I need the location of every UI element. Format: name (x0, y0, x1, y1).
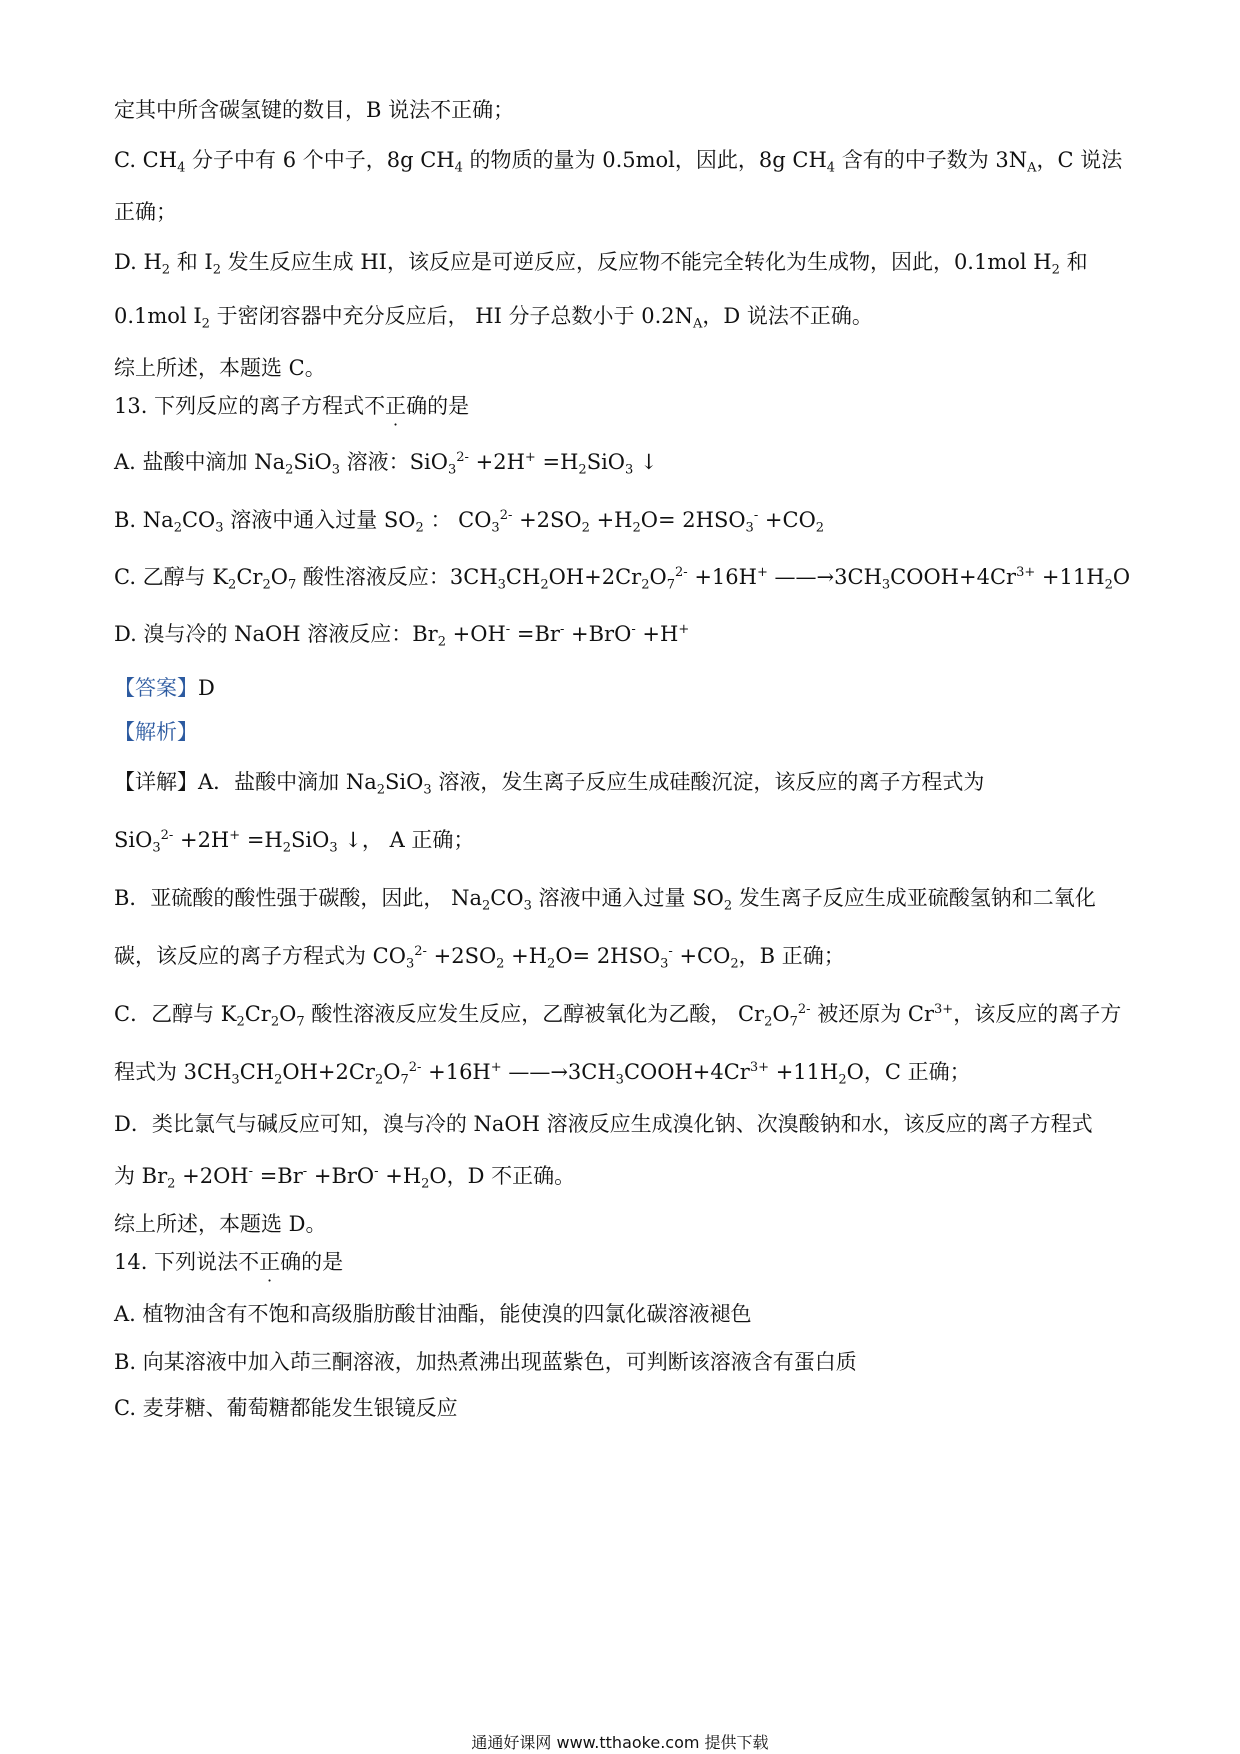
answer-value: D (198, 676, 215, 700)
detail-line: 程式为 $3CH_3CH_2OH+2Cr_2O_7^{2-} +16H^+$ $——\to 3CH_3COOH+4Cr^{3+} +11H_2O$，C 正确； (114, 1060, 971, 1088)
emphasis-text: 不正确 (238, 1250, 302, 1274)
detail-line: D．类比氯气与碱反应可知，溴与冷的 NaOH 溶液反应生成溴化钠、次溴酸钠和水，该反应的离子方程式 (114, 1112, 1093, 1136)
text-line: 定其中所含碳氢键的数目，B 说法不正确； (114, 98, 515, 122)
question-14-title: 14. 下列说法不正确的是 (114, 1250, 344, 1274)
option-c: C. 乙醇与 $K_2Cr_2O_7$ 酸性溶液反应：$3CH_3CH_2OH+2Cr_2O_7^{2-} +16H^+$ $——\to 3CH_3COOH+4Cr^{3+} +11H_2O$ (114, 565, 1131, 593)
answer-line (114, 678, 215, 699)
analysis-label: 【解析】 (114, 720, 198, 744)
detail-line: 碳，该反应的离子方程式为 $CO_3^{2-} +2SO_2 +H_2O= 2HSO_3^- +CO_2$，B 正确； (114, 944, 845, 972)
answer-label: 【答案】 (114, 676, 198, 700)
option-c: C. 麦芽糖、葡萄糖都能发生银镜反应 (114, 1396, 458, 1420)
text-line: 综上所述，本题选 D。 (114, 1212, 327, 1236)
option-b: B. 向某溶液中加入茚三酮溶液，加热煮沸出现蓝紫色，可判断该溶液含有蛋白质 (114, 1350, 857, 1374)
option-b: B. $Na_2CO_3$ 溶液中通入过量 $SO_2$ ： $CO_3^{2-} +2SO_2 +H_2O= 2HSO_3^- +CO_2$ (114, 508, 825, 536)
option-d: D. 溴与冷的 NaOH 溶液反应：$Br_2 +OH^- =Br^- +BrO^- +H^+$ (114, 622, 690, 650)
text-line: 0.1mol $I_2$ 于密闭容器中充分反应后， HI 分子总数小于 $0.2N_A$，D 说法不正确。 (114, 304, 873, 332)
text-line: 综上所述，本题选 C。 (114, 356, 326, 380)
text-line: 正确； (114, 200, 177, 224)
detail-line: C．乙醇与 $K_2Cr_2O_7$ 酸性溶液反应发生反应，乙醇被氧化为乙酸， $Cr_2O_7^{2-}$ 被还原为 $Cr^{3+}$，该反应的离子方 (114, 1002, 1122, 1030)
text-line: C. $CH_4$ 分子中有 6 个中子，8g $CH_4$ 的物质的量为 0.5mol，因此，8g $CH_4$ 含有的中子数为 $3N_A$，C 说法 (114, 148, 1123, 176)
detail-line: 【详解】A．盐酸中滴加 $Na_2SiO_3$ 溶液，发生离子反应生成硅酸沉淀，该反应的离子方程式为 (114, 770, 985, 798)
option-a: A. 盐酸中滴加 $Na_2SiO_3$ 溶液：$SiO_3^{2-} +2H^+ =H_2SiO_3$ ↓ (114, 450, 658, 478)
detail-line: $SiO_3^{2-} +2H^+ =H_2SiO_3$ ↓， A 正确； (114, 828, 475, 856)
page-footer: 通通好课网 www.tthaoke.com 提供下载 (471, 1733, 769, 1752)
emphasis-text: 不正确 (364, 394, 428, 418)
text-line: D. $H_2$ 和 $I_2$ 发生反应生成 HI，该反应是可逆反应，反应物不能完全转化为生成物，因此，0.1mol $H_2$ 和 (114, 250, 1088, 278)
question-13-title: 13. 下列反应的离子方程式不正确的是 (114, 394, 470, 418)
detail-line: 为 $Br_2 +2OH^- =Br^- +BrO^- +H_2O$，D 不正确。 (114, 1164, 576, 1192)
option-a: A. 植物油含有不饱和高级脂肪酸甘油酯，能使溴的四氯化碳溶液褪色 (114, 1302, 752, 1326)
detail-line: B．亚硫酸的酸性强于碳酸，因此， $Na_2CO_3$ 溶液中通入过量 $SO_2$ 发生离子反应生成亚硫酸氢钠和二氧化 (114, 886, 1096, 914)
